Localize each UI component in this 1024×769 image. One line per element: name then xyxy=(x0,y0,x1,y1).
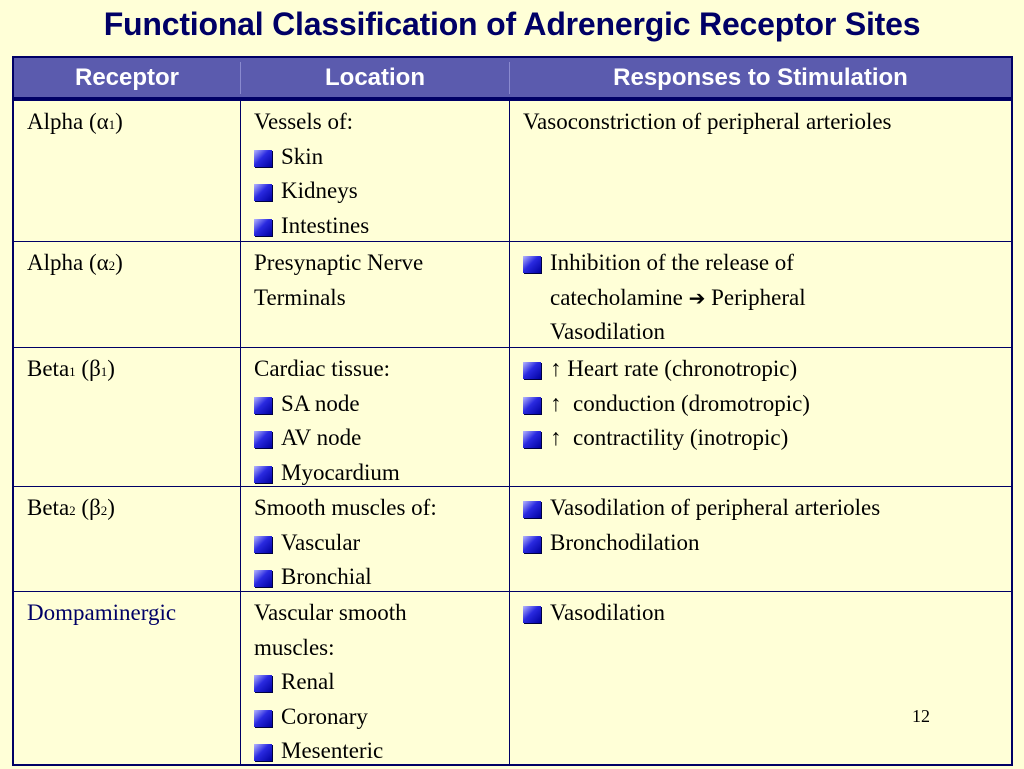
list-item: Bronchial xyxy=(254,560,504,595)
list-item: Skin xyxy=(254,140,504,175)
list-item: SA node xyxy=(254,387,504,422)
square-bullet-icon xyxy=(523,362,541,379)
list-item: ↑ conduction (dromotropic) xyxy=(523,387,1008,422)
receptor-cell: Beta2 (β2) xyxy=(27,495,115,520)
receptor-name: Beta xyxy=(27,495,70,520)
list-item: Renal xyxy=(254,665,504,700)
table-row xyxy=(14,241,1011,347)
location-intro: Vascular smooth xyxy=(254,600,407,625)
table-row xyxy=(14,347,1011,486)
receptor-table xyxy=(12,56,1013,766)
responses-cell xyxy=(523,348,1008,486)
square-bullet-icon xyxy=(523,536,541,553)
list-item: Vasodilation xyxy=(523,596,1008,631)
receptor-cell xyxy=(27,101,237,241)
table-row xyxy=(14,591,1011,764)
square-bullet-icon xyxy=(523,397,541,414)
table-row xyxy=(14,486,1011,591)
receptor-cell xyxy=(27,242,237,347)
list-item: ↑ contractility (inotropic) xyxy=(523,421,1008,456)
square-bullet-icon xyxy=(523,431,541,448)
location-intro: Cardiac tissue: xyxy=(254,356,391,381)
square-bullet-icon xyxy=(254,397,272,414)
square-bullet-icon xyxy=(254,744,272,761)
response-text: Vasoconstriction of peripheral arterioles xyxy=(523,109,892,134)
page-number: 12 xyxy=(912,706,930,726)
responses-cell xyxy=(523,487,1008,591)
receptor-subscript: 1 xyxy=(108,117,116,132)
responses-cell xyxy=(523,592,1008,764)
list-item: Intestines xyxy=(254,209,504,244)
receptor-subscript: 2 xyxy=(108,258,116,273)
square-bullet-icon xyxy=(254,536,272,553)
list-item: Kidneys xyxy=(254,174,504,209)
square-bullet-icon xyxy=(254,219,272,236)
square-bullet-icon xyxy=(254,184,272,201)
header-location: Location xyxy=(325,64,425,91)
table-row xyxy=(14,100,1011,241)
square-bullet-icon xyxy=(254,710,272,727)
location-line: Presynaptic Nerve xyxy=(254,250,424,275)
square-bullet-icon xyxy=(523,256,541,273)
location-cell xyxy=(254,592,504,764)
location-line: Terminals xyxy=(254,284,346,310)
square-bullet-icon xyxy=(254,675,272,692)
receptor-cell xyxy=(27,592,237,764)
square-bullet-icon xyxy=(254,466,272,483)
list-item: Coronary xyxy=(254,700,504,735)
square-bullet-icon xyxy=(254,570,272,587)
receptor-close: ) xyxy=(115,250,123,275)
receptor-cell: Beta1 (β1) xyxy=(27,356,115,381)
list-item: AV node xyxy=(254,421,504,456)
list-item: Bronchodilation xyxy=(523,526,1008,561)
list-item: Myocardium xyxy=(254,456,504,491)
square-bullet-icon xyxy=(523,501,541,518)
receptor-name: Alpha (α xyxy=(27,250,109,275)
right-arrow-icon: ➔ xyxy=(688,285,706,310)
responses-cell xyxy=(523,242,1008,347)
header-responses: Responses to Stimulation xyxy=(613,64,908,91)
location-cell xyxy=(254,348,504,486)
list-item: Inhibition of the release of catecholamine ➔ Peripheral Vasodilation xyxy=(523,246,1008,350)
location-cell xyxy=(254,101,504,241)
location-intro: muscles: xyxy=(254,634,335,660)
list-item: Mesenteric xyxy=(254,734,504,769)
receptor-name: Alpha (α xyxy=(27,109,109,134)
receptor-name: Dompaminergic xyxy=(27,600,177,625)
list-item: ↑ Heart rate (chronotropic) xyxy=(523,352,1008,387)
table-header xyxy=(14,58,1011,100)
square-bullet-icon xyxy=(254,150,272,167)
receptor-name: Beta xyxy=(27,356,70,381)
slide-title: Functional Classification of Adrenergic Receptor Sites xyxy=(103,6,921,42)
location-intro: Vessels of: xyxy=(254,109,354,134)
square-bullet-icon xyxy=(254,431,272,448)
header-receptor: Receptor xyxy=(74,64,180,91)
location-cell xyxy=(254,487,504,591)
receptor-close: ) xyxy=(115,109,123,134)
list-item: Vasodilation of peripheral arterioles xyxy=(523,491,1008,526)
location-cell xyxy=(254,242,504,347)
responses-cell xyxy=(523,101,1008,241)
square-bullet-icon xyxy=(523,606,541,623)
location-intro: Smooth muscles of: xyxy=(254,495,437,520)
list-item: Vascular xyxy=(254,526,504,561)
